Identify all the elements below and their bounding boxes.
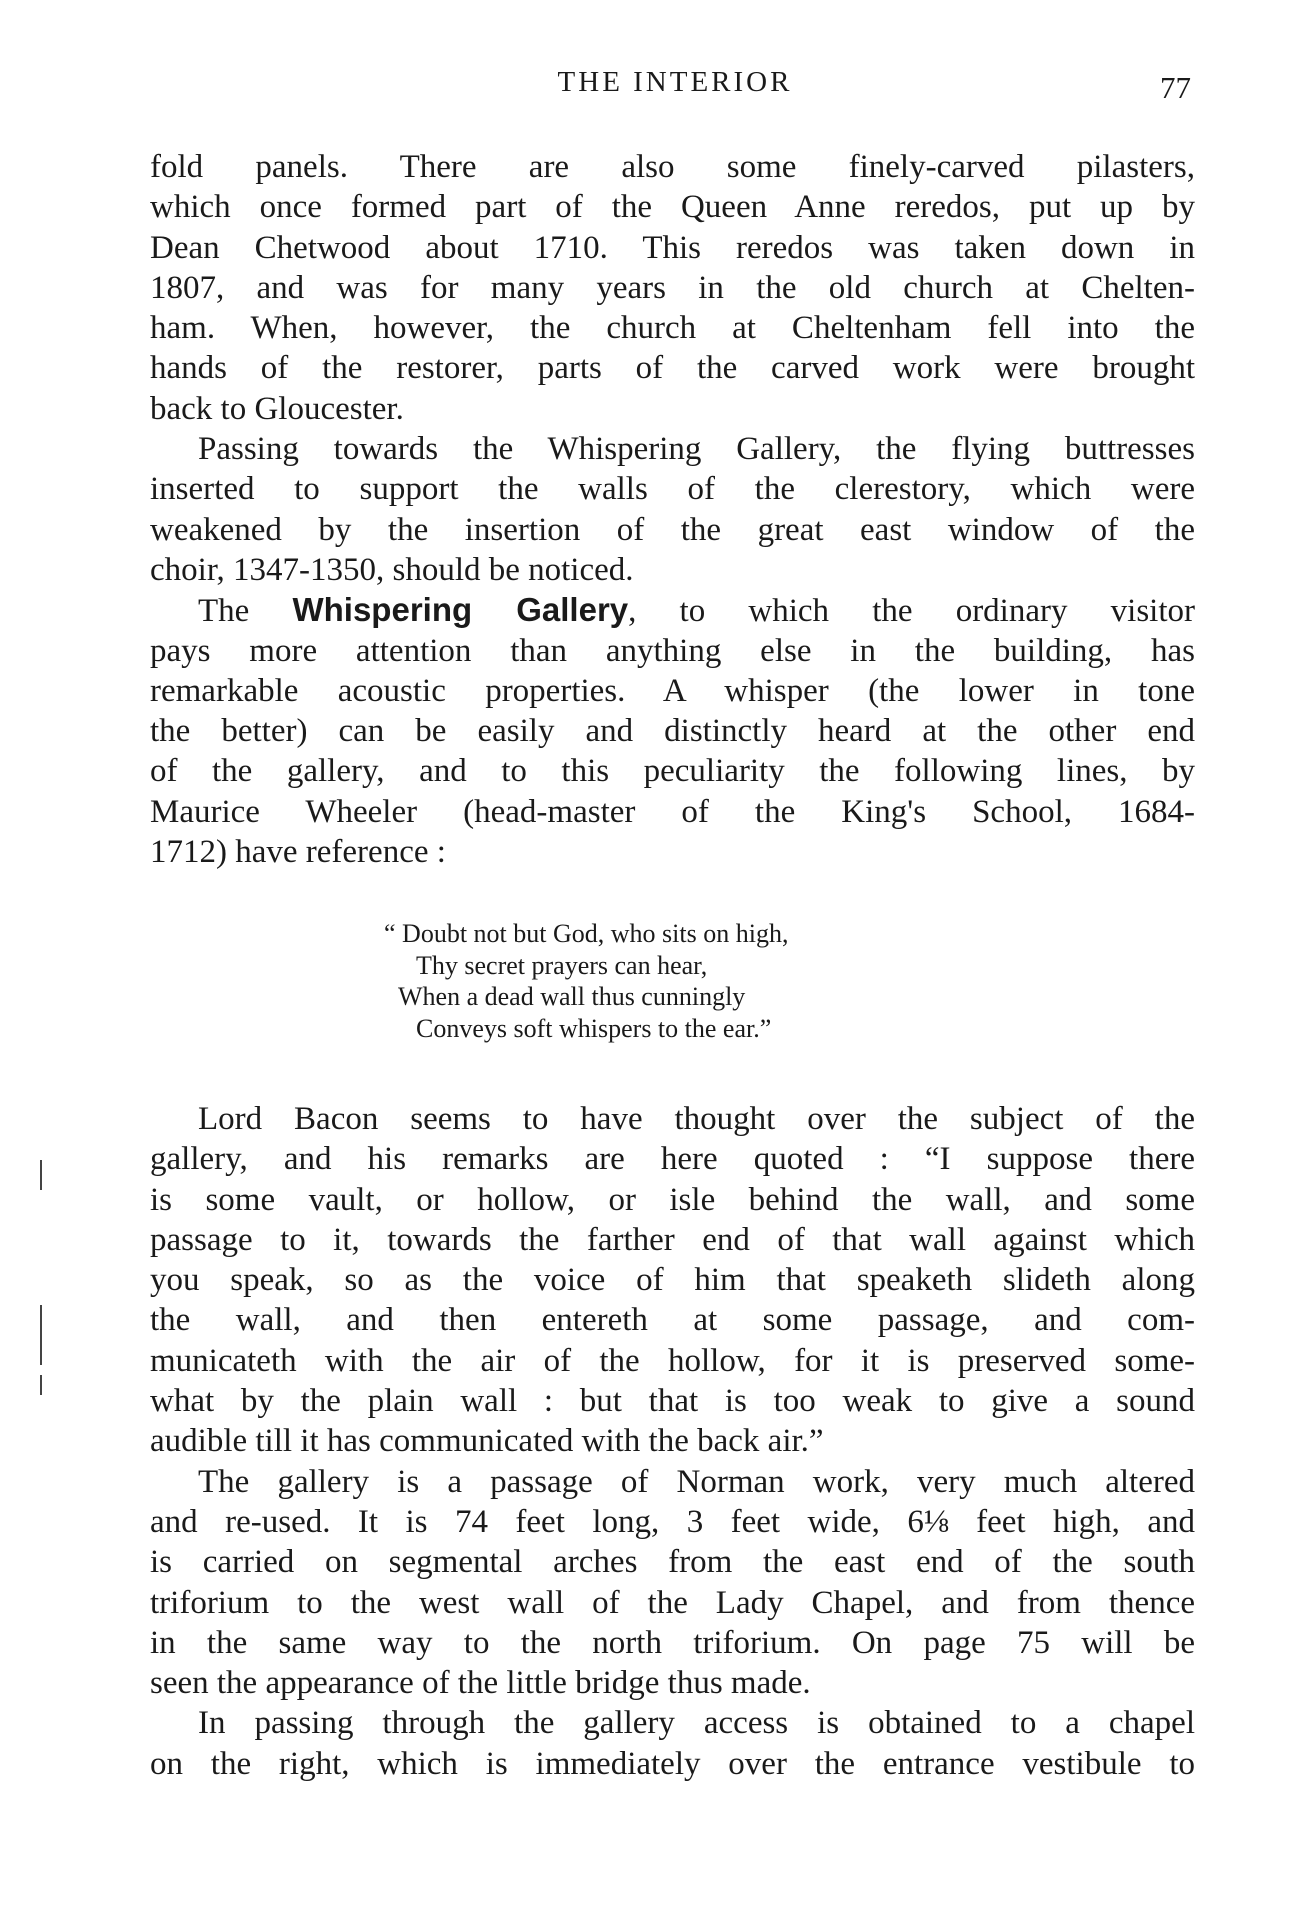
text-block-top [150, 147, 1195, 872]
text-line: Lord Bacon seems to have thought over the subject of the [198, 1101, 1195, 1137]
verse-line: Thy secret prayers can hear, [416, 950, 708, 980]
page-number: 77 [1160, 70, 1191, 105]
text-line [150, 590, 1195, 630]
text-line: pays more attention than anything else in the building, has [150, 632, 1195, 669]
text-line: the wall, and then entereth at some passage, and com- [150, 1302, 1195, 1339]
text-line: which once formed part of the Queen Anne reredos, put up by [150, 189, 1195, 226]
margin-mark [40, 1375, 42, 1395]
text-line: inserted to support the walls of the clerestory, which were [150, 471, 1195, 508]
text-line: remarkable acoustic properties. A whisper (the lower in tone [150, 672, 1195, 709]
text-line: triforium to the west wall of the Lady Chapel, and from thence [150, 1584, 1195, 1621]
text-line: gallery, and his remarks are here quoted : “I suppose there [150, 1141, 1195, 1178]
text-line: back to Gloucester. [150, 390, 404, 427]
text-line: and re-used. It is 74 feet long, 3 feet wide, 6⅛ feet high, and [150, 1503, 1195, 1540]
text-line: ham. When, however, the church at Cheltenham fell into the [150, 310, 1195, 347]
text-line: choir, 1347-1350, should be noticed. [150, 551, 634, 588]
text-line: is some vault, or hollow, or isle behind the wall, and some [150, 1181, 1195, 1218]
running-title: THE INTERIOR [557, 66, 793, 98]
text-line: is carried on segmental arches from the east end of the south [150, 1544, 1195, 1581]
text-line: audible till it has communicated with the back air.” [150, 1423, 824, 1460]
margin-mark [40, 1305, 42, 1365]
text-block-bottom [150, 1099, 1195, 1784]
verse-line: Conveys soft whispers to the ear.” [416, 1013, 772, 1043]
text-line: municateth with the air of the hollow, for it is preserved some- [150, 1342, 1195, 1379]
text-line: seen the appearance of the little bridge thus made. [150, 1665, 811, 1702]
text-line: on the right, which is immediately over the entrance vestibule to [150, 1745, 1195, 1782]
text-line: in the same way to the north triforium. On page 75 will be [150, 1624, 1195, 1661]
margin-mark [40, 1160, 42, 1190]
text-run: The [198, 593, 293, 630]
text-line: Maurice Wheeler (head-master of the King's School, 1684- [150, 793, 1195, 830]
text-line: what by the plain wall : but that is too weak to give a sound [150, 1383, 1195, 1420]
text-line: fold panels. There are also some finely-carved pilasters, [150, 149, 1195, 185]
text-line: 1712) have reference : [150, 834, 446, 871]
text-line: 1807, and was for many years in the old church at Chelten- [150, 269, 1195, 306]
text-line: The gallery is a passage of Norman work, very much altered [198, 1463, 1195, 1500]
text-line: weakened by the insertion of the great east window of the [150, 511, 1195, 548]
verse-line: When a dead wall thus cunningly [398, 982, 746, 1011]
verse-line: “ Doubt not but God, who sits on high, [384, 919, 789, 948]
text-line: you speak, so as the voice of him that speaketh slideth along [150, 1262, 1195, 1299]
text-line: of the gallery, and to this peculiarity the following lines, by [150, 753, 1195, 790]
quoted-verse [384, 918, 788, 1044]
bold-term: Whispering Gallery [292, 591, 629, 629]
text-line: passage to it, towards the farther end of that wall against which [150, 1221, 1195, 1258]
text-line: Passing towards the Whispering Gallery, the flying buttresses [198, 431, 1195, 468]
text-line: In passing through the gallery access is obtained to a chapel [198, 1705, 1195, 1742]
text-line: hands of the restorer, parts of the carved work were brought [150, 350, 1195, 387]
text-line: Dean Chetwood about 1710. This reredos was taken down in [150, 229, 1195, 266]
text-line: the better) can be easily and distinctly heard at the other end [150, 713, 1195, 750]
text-run: , to which the ordinary visitor [628, 593, 1195, 630]
